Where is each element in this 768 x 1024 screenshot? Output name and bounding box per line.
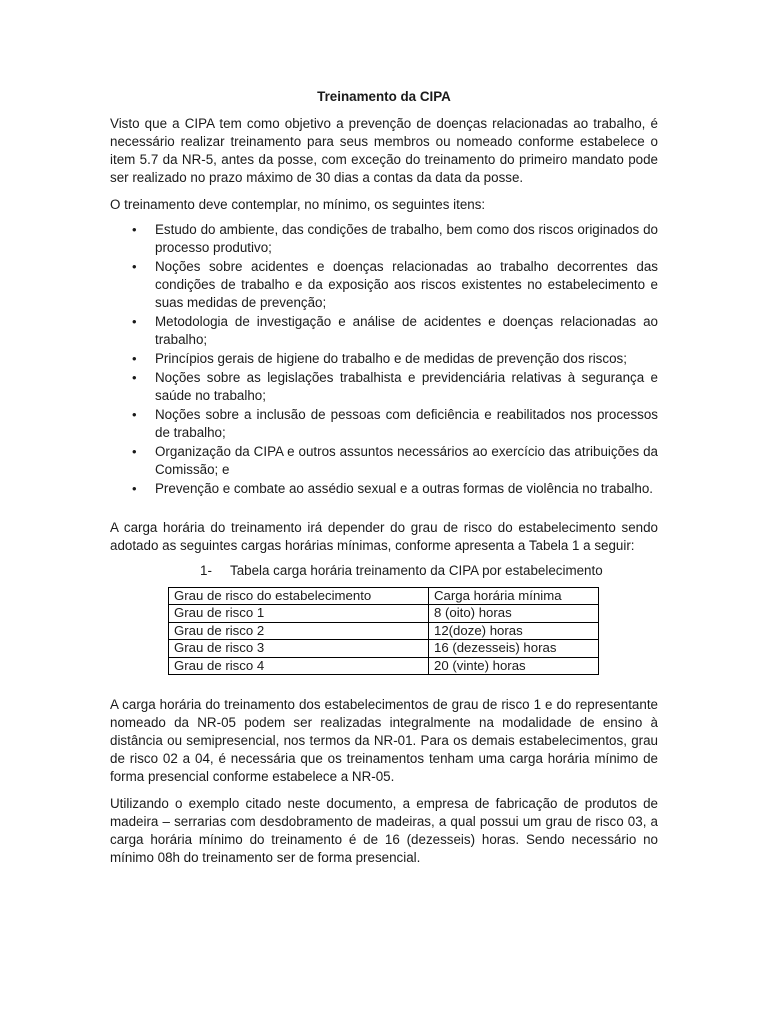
list-item-text: Estudo do ambiente, das condições de trabalho, bem como dos riscos originados do processo produtivo; bbox=[155, 222, 658, 255]
table-cell: 8 (oito) horas bbox=[429, 605, 599, 622]
workload-table bbox=[168, 587, 599, 675]
document-body bbox=[110, 88, 658, 867]
table-cell: 12(doze) horas bbox=[429, 622, 599, 639]
list-item bbox=[110, 406, 658, 442]
list-item bbox=[110, 350, 658, 368]
table-caption-text: Tabela carga horária treinamento da CIPA por estabelecimento bbox=[230, 563, 603, 578]
bullet-icon: • bbox=[132, 314, 137, 329]
table-caption bbox=[200, 562, 658, 580]
list-item bbox=[110, 443, 658, 479]
bullet-icon: • bbox=[132, 444, 137, 459]
example-paragraph: Utilizando o exemplo citado neste documento, a empresa de fabricação de produtos de madeira – serrarias com desdobramento de madeiras, a qual possui um grau de risco 03, a carga horária mínimo do treinamento é de 16 (dezesseis) horas. Sendo necessário no mínimo 08h do treinamento ser de forma presencial. bbox=[110, 796, 658, 866]
list-intro-paragraph: O treinamento deve contemplar, no mínimo, os seguintes itens: bbox=[110, 197, 486, 212]
list-item-text: Organização da CIPA e outros assuntos necessários ao exercício das atribuições da Comissão; e bbox=[155, 444, 658, 477]
list-item bbox=[110, 221, 658, 257]
list-item bbox=[110, 369, 658, 405]
table-header-cell: Grau de risco do estabelecimento bbox=[169, 588, 429, 605]
list-item bbox=[110, 313, 658, 349]
workload-intro-paragraph: A carga horária do treinamento irá depender do grau de risco do estabelecimento sendo adotado as seguintes cargas horárias mínimas, conforme apresenta a Tabela 1 a seguir: bbox=[110, 520, 658, 553]
distance-learning-paragraph: A carga horária do treinamento dos estabelecimentos de grau de risco 1 e do representante nomeado da NR-05 podem ser realizadas integralmente na modalidade de ensino à distância ou semipresencial, nos termos da NR-01. Para os demais estabelecimentos, grau de risco 02 a 04, é necessária que os treinamentos tenham uma carga horária mínimo de forma presencial conforme estabelece a NR-05. bbox=[110, 697, 658, 785]
list-item-text: Prevenção e combate ao assédio sexual e a outras formas de violência no trabalho. bbox=[155, 481, 653, 496]
table-header-cell: Carga horária mínima bbox=[429, 588, 599, 605]
table-row bbox=[169, 605, 599, 622]
list-item-text: Noções sobre acidentes e doenças relacionadas ao trabalho decorrentes das condições de trabalho e da exposição aos riscos existentes no estabelecimento e suas medidas de prevenção; bbox=[155, 259, 658, 310]
table-cell: Grau de risco 1 bbox=[169, 605, 429, 622]
table-header-row bbox=[169, 588, 599, 605]
document-title: Treinamento da CIPA bbox=[317, 89, 451, 104]
list-item-text: Noções sobre as legislações trabalhista e previdenciária relativas à segurança e saúde no trabalho; bbox=[155, 370, 658, 403]
table-row bbox=[169, 640, 599, 657]
list-item bbox=[110, 480, 658, 498]
table-row bbox=[169, 657, 599, 674]
table-caption-number: 1- bbox=[200, 563, 212, 578]
bullet-icon: • bbox=[132, 222, 137, 237]
bullet-icon: • bbox=[132, 370, 137, 385]
bullet-icon: • bbox=[132, 481, 137, 496]
table-cell: 16 (dezesseis) horas bbox=[429, 640, 599, 657]
bullet-icon: • bbox=[132, 407, 137, 422]
table-cell: 20 (vinte) horas bbox=[429, 657, 599, 674]
list-item bbox=[110, 258, 658, 312]
intro-paragraph: Visto que a CIPA tem como objetivo a prevenção de doenças relacionadas ao trabalho, é necessário realizar treinamento para seus membros ou nomeado conforme estabelece o item 5.7 da NR-5, antes da posse, com exceção do treinamento do primeiro mandato pode ser realizado no prazo máximo de 30 dias a contas da data da posse. bbox=[110, 116, 658, 185]
list-item-text: Noções sobre a inclusão de pessoas com deficiência e reabilitados nos processos de trabalho; bbox=[155, 407, 658, 440]
training-items-list bbox=[110, 221, 658, 498]
bullet-icon: • bbox=[132, 351, 137, 366]
list-item-text: Metodologia de investigação e análise de acidentes e doenças relacionadas ao trabalho; bbox=[155, 314, 658, 347]
list-item-text: Princípios gerais de higiene do trabalho e de medidas de prevenção dos riscos; bbox=[155, 351, 627, 366]
table-cell: Grau de risco 3 bbox=[169, 640, 429, 657]
table-cell: Grau de risco 4 bbox=[169, 657, 429, 674]
table-cell: Grau de risco 2 bbox=[169, 622, 429, 639]
table-row bbox=[169, 622, 599, 639]
bullet-icon: • bbox=[132, 259, 137, 274]
